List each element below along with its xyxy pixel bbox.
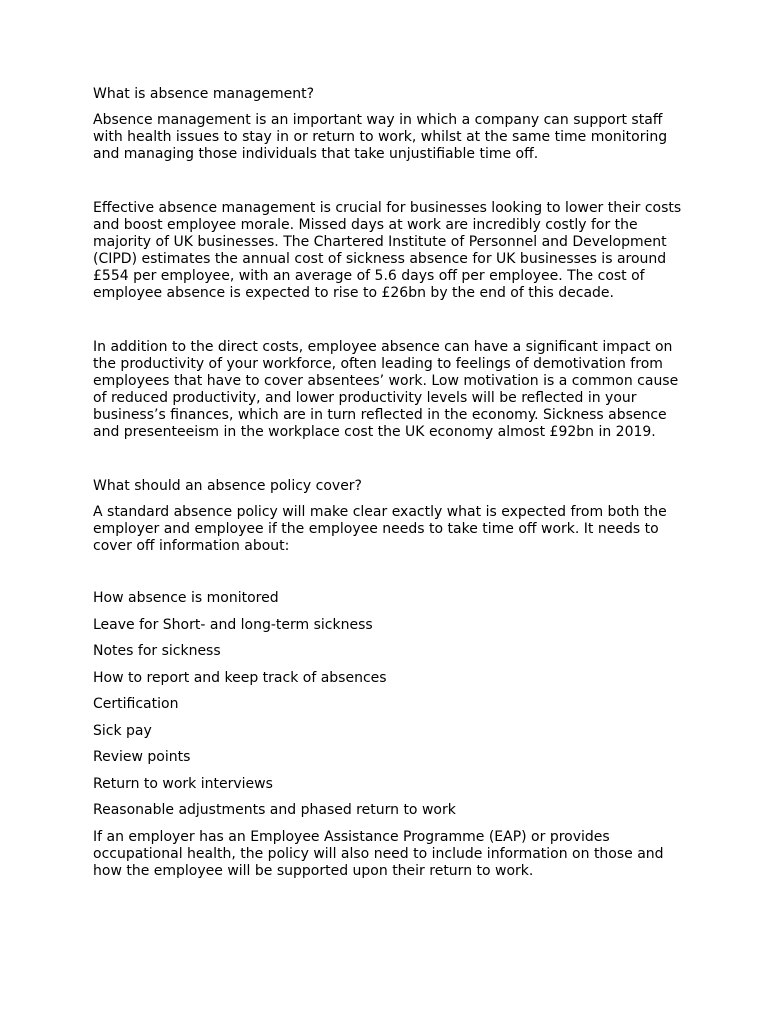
list-item: Certification [93, 696, 179, 712]
list-item: Sick pay [93, 722, 152, 739]
document-body [93, 86, 683, 880]
paragraph-productivity: In addition to the direct costs, employee absence can have a significant impact on the productivity of your workforce, often leading to feelings of demotivation from employees that have to cover absentees’ work. Low motivation is a common cause of reduced productivity, and lower productivity levels will be reflected in your business’s finances, which are in turn reflected in the economy. Sickness absence and presenteeism in the workplace cost the UK economy almost £92bn in 2019. [93, 339, 679, 440]
list-item: How to report and keep track of absences [93, 669, 387, 686]
paragraph-costs: Effective absence management is crucial for businesses looking to lower their costs and boost employee morale. Missed days at work are incredibly costly for the majority of UK businesses. The Chartered Institute of Personnel and Development (CIPD) estimates the annual cost of sickness absence for UK businesses is around £554 per employee, with an average of 5.6 days off per employee. The cost of employee absence is expected to rise to £26bn by the end of this decade. [93, 200, 682, 301]
paragraph-eap: If an employer has an Employee Assistance Programme (EAP) or provides occupational health, the policy will also need to include information on those and how the employee will be supported upon their return to work. [93, 828, 664, 879]
spacer [93, 302, 683, 328]
list-item: Notes for sickness [93, 643, 221, 659]
list-item: Review points [93, 749, 191, 765]
heading-what-is-absence-management: What is absence management? [93, 86, 315, 102]
heading-absence-policy: What should an absence policy cover? [93, 478, 362, 494]
list-item: Leave for Short- and long-term sickness [93, 616, 373, 633]
policy-topics-list [93, 590, 683, 819]
list-item: Return to work interviews [93, 775, 273, 792]
paragraph-definition: Absence management is an important way in which a company can support staff with health issues to stay in or return to work, whilst at the same time monitoring and managing those individuals that take unjustifiable time off. [93, 112, 668, 162]
list-item: How absence is monitored [93, 590, 279, 606]
spacer [93, 441, 683, 467]
paragraph-policy-intro: A standard absence policy will make clear exactly what is expected from both the employer and employee if the employee needs to take time off work. It needs to cover off information about: [93, 504, 667, 554]
list-item: Reasonable adjustments and phased return to work [93, 802, 456, 818]
spacer [93, 163, 683, 189]
spacer [93, 555, 683, 581]
